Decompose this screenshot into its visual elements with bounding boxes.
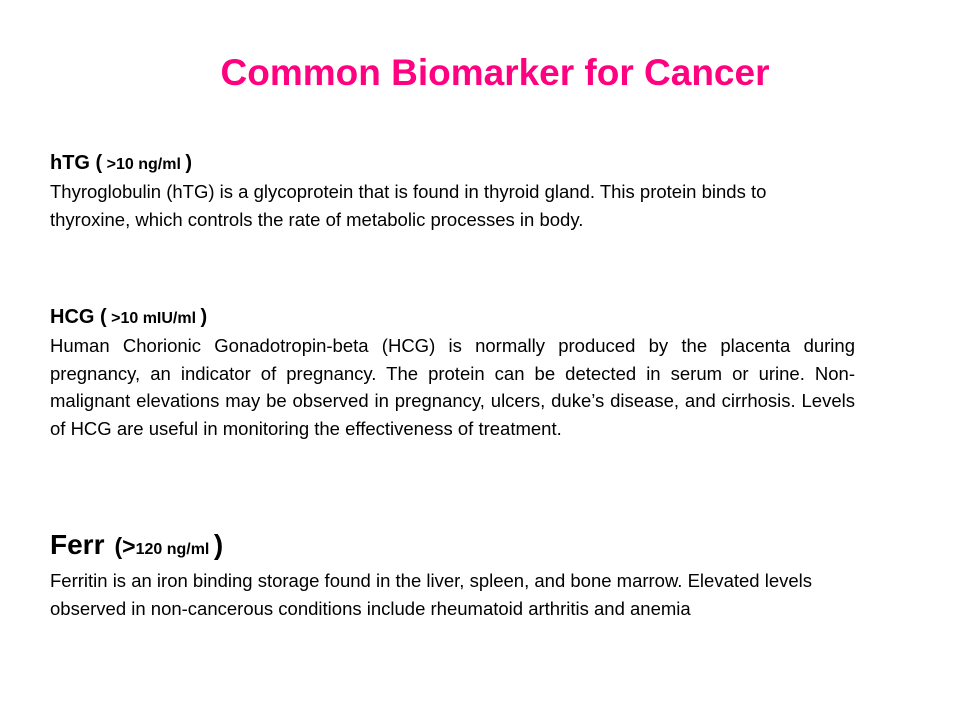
biomarker-description: Thyroglobulin (hTG) is a glycoprotein that is found in thyroid gland. This protein binds to thyroxine, which controls the rate of metabolic processes in body. [50, 181, 767, 230]
biomarker-section-hcg [50, 304, 930, 442]
biomarker-section-htg [50, 150, 930, 233]
biomarker-name: Ferr [50, 529, 105, 560]
biomarker-description: Human Chorionic Gonadotropin-beta (HCG) is normally produced by the placenta during pregnancy, an indicator of pregnancy. The protein can be detected in serum or urine. Non-malignant elevations may be observed in pregnancy, ulcers, duke’s disease, and cirrhosis. Levels of HCG are useful in monitoring the effectiveness of treatment. [50, 335, 855, 439]
slide-title: Common Biomarker for Cancer [220, 52, 770, 93]
heading-close-paren: ) [213, 529, 224, 560]
heading-open-paren: ( [90, 152, 103, 174]
biomarker-heading [50, 304, 930, 332]
biomarker-name: HCG [50, 306, 95, 328]
biomarker-threshold: >10 mIU/ml [106, 310, 201, 327]
biomarker-threshold: >10 ng/ml [102, 156, 186, 173]
heading-open-paren: ( [94, 306, 107, 328]
biomarker-threshold: 120 ng/ml [135, 541, 214, 558]
biomarker-heading [50, 150, 930, 178]
biomarker-heading [50, 528, 930, 567]
biomarker-section-ferr [50, 528, 930, 622]
biomarker-name: hTG [50, 152, 90, 174]
heading-close-paren: ) [200, 306, 208, 328]
heading-open-paren: (> [114, 533, 136, 559]
biomarker-description: Ferritin is an iron binding storage found in the liver, spleen, and bone marrow. Elevated levels observed in non-cancerous conditions include rheumatoid arthritis and anemia [50, 570, 813, 619]
heading-close-paren: ) [185, 152, 193, 174]
